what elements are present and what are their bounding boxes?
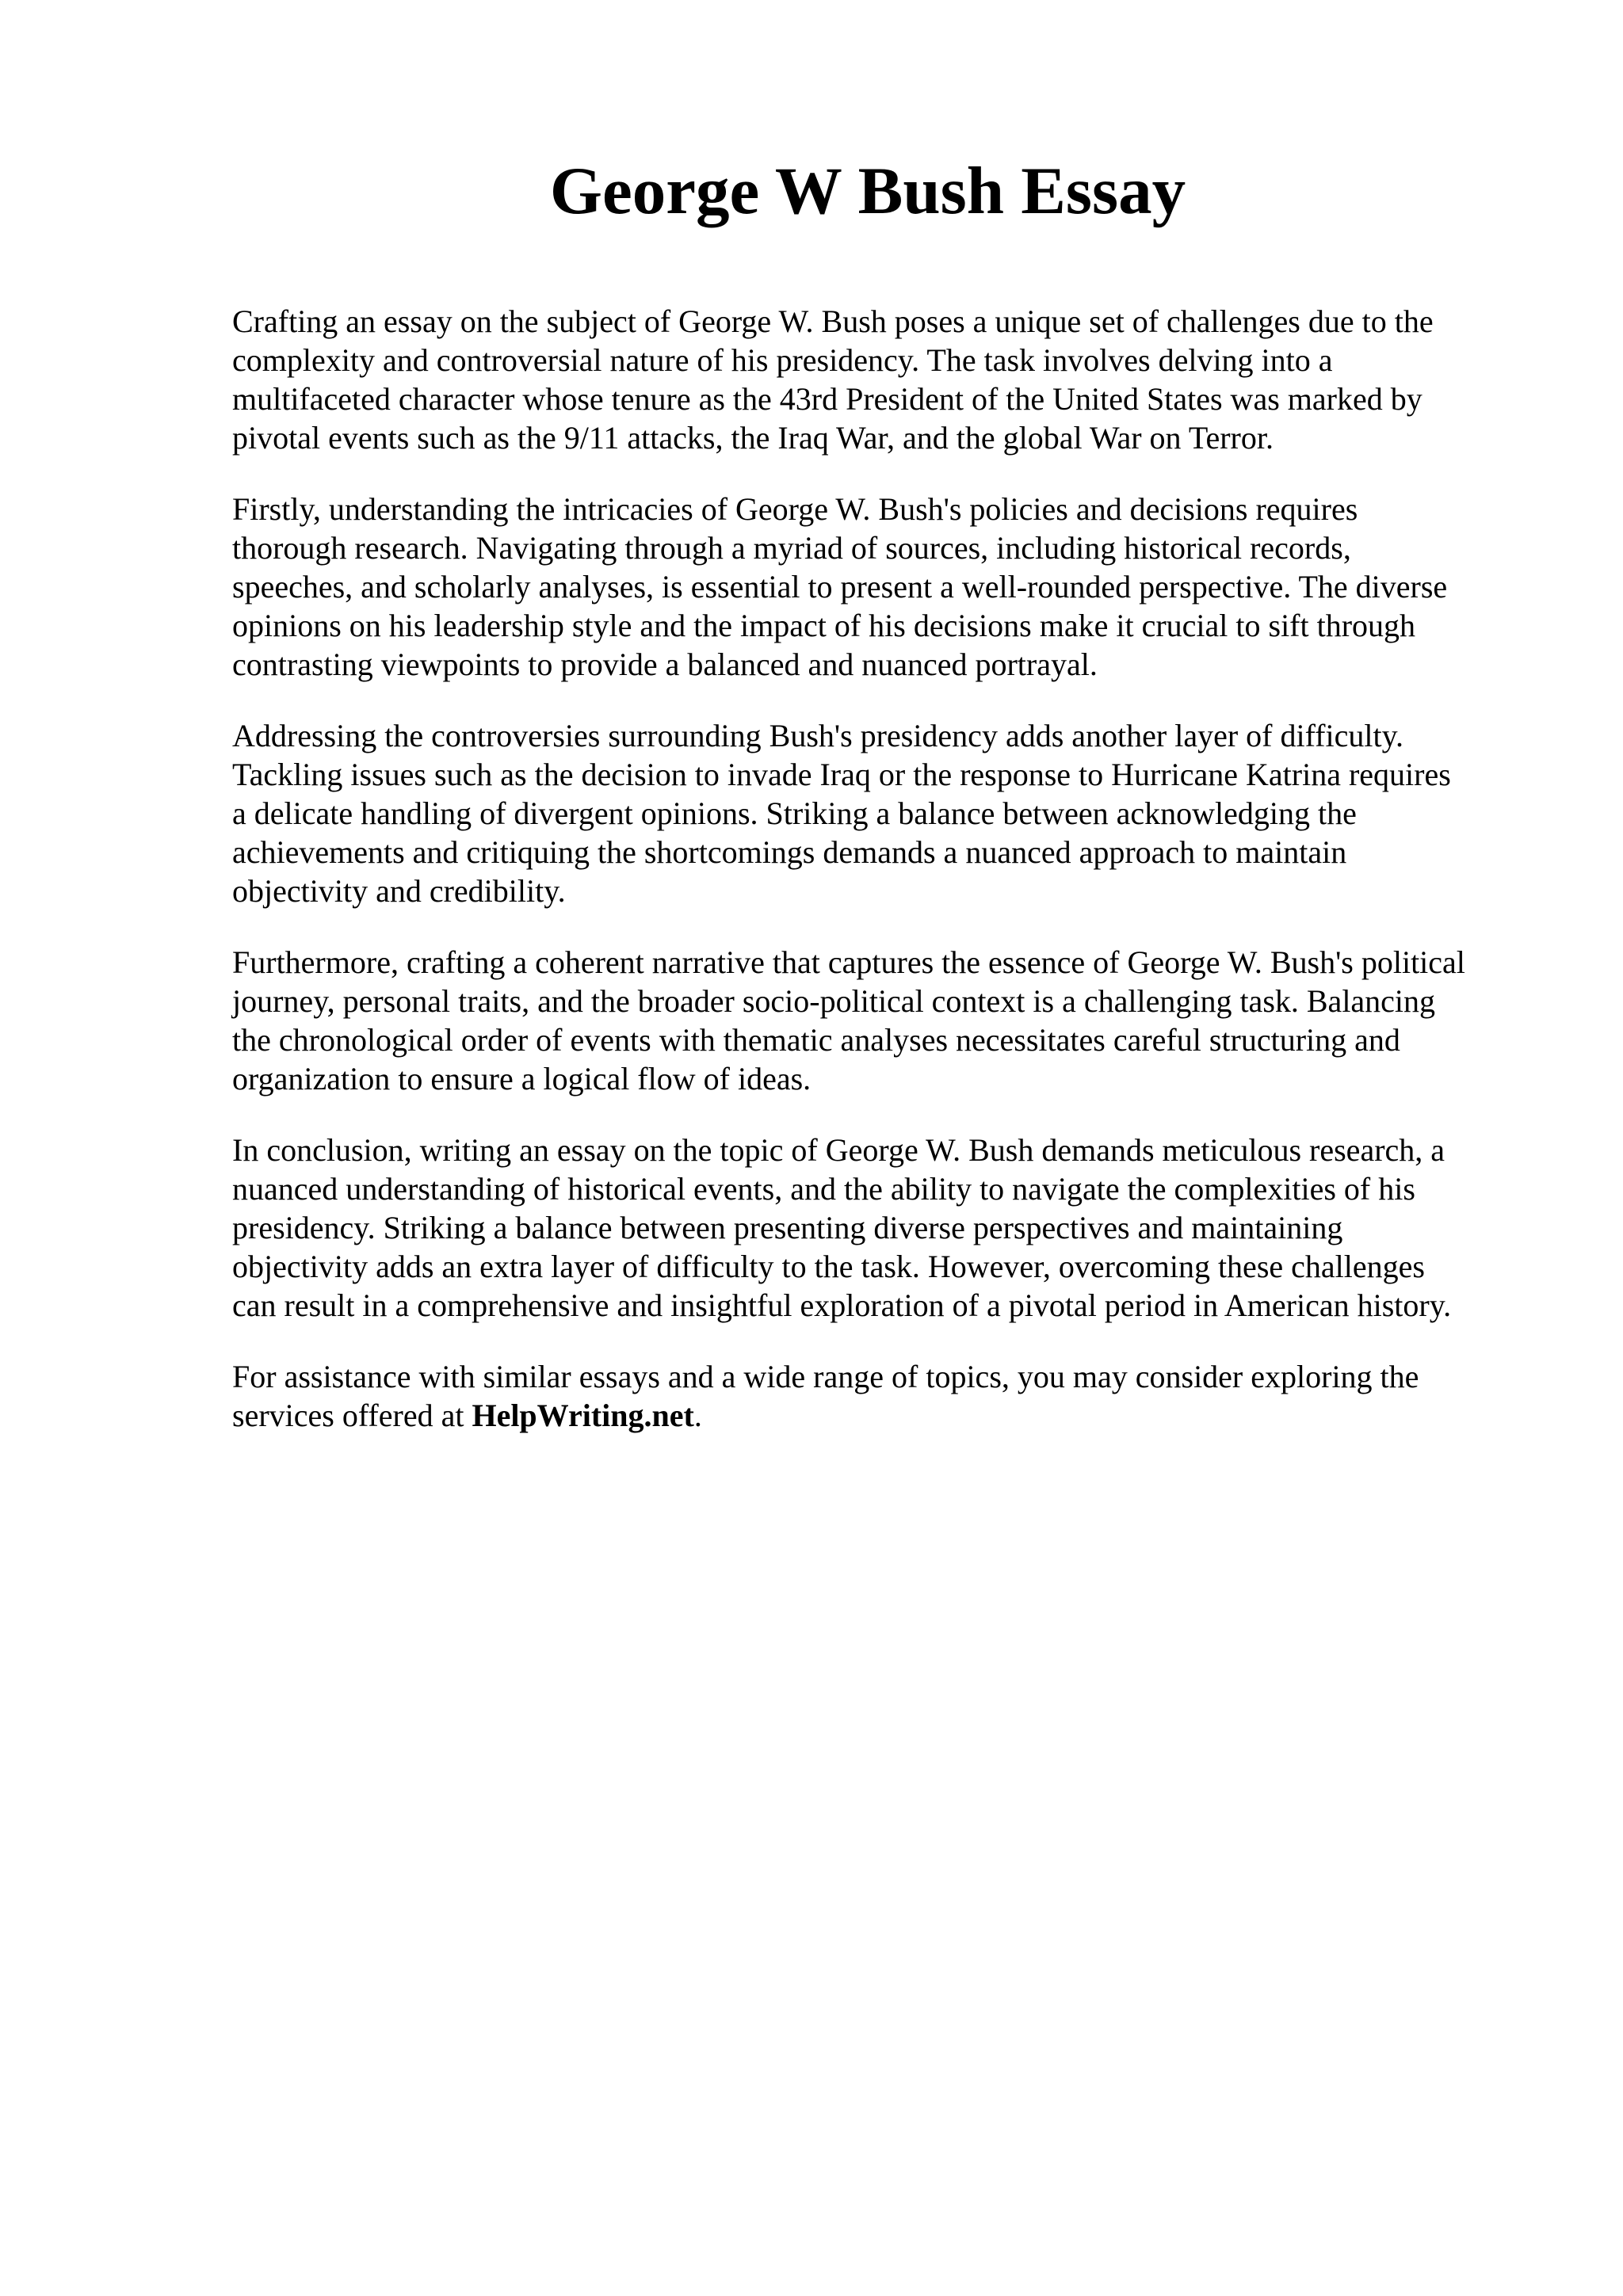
paragraph-line: journey, personal traits, and the broader socio-political context is a challenging task. Balancing [232, 983, 1436, 1019]
paragraph-line: opinions on his leadership style and the impact of his decisions make it crucial to sift through [232, 608, 1416, 643]
paragraph-line: contrasting viewpoints to provide a balanced and nuanced portrayal. [232, 646, 1098, 682]
paragraph-line: objectivity and credibility. [232, 873, 566, 909]
paragraph-research [232, 490, 1532, 684]
paragraph-closing [232, 1357, 1532, 1435]
paragraph-conclusion [232, 1131, 1532, 1325]
essay-body [232, 302, 1532, 1467]
paragraph-line: Crafting an essay on the subject of George W. Bush poses a unique set of challenges due to the [232, 303, 1434, 339]
paragraph-line: In conclusion, writing an essay on the topic of George W. Bush demands meticulous research, a [232, 1132, 1445, 1168]
paragraph-controversies [232, 716, 1532, 910]
closing-prefix: services offered at [232, 1398, 472, 1433]
paragraph-line: can result in a comprehensive and insightful exploration of a pivotal period in American history. [232, 1287, 1452, 1323]
paragraph-line: speeches, and scholarly analyses, is essential to present a well-rounded perspective. The diverse [232, 569, 1448, 605]
paragraph-line: achievements and critiquing the shortcomings demands a nuanced approach to maintain [232, 834, 1347, 870]
paragraph-line: Furthermore, crafting a coherent narrative that captures the essence of George W. Bush's political [232, 944, 1465, 980]
paragraph-line: Tackling issues such as the decision to invade Iraq or the response to Hurricane Katrina requires [232, 757, 1451, 792]
paragraph-intro [232, 302, 1532, 457]
paragraph-line: organization to ensure a logical flow of ideas. [232, 1061, 812, 1097]
paragraph-line: multifaceted character whose tenure as the 43rd President of the United States was marked by [232, 381, 1423, 417]
paragraph-line: objectivity adds an extra layer of difficulty to the task. However, overcoming these challenges [232, 1249, 1425, 1284]
paragraph-line: Addressing the controversies surrounding Bush's presidency adds another layer of difficulty. [232, 718, 1403, 753]
paragraph-line: thorough research. Navigating through a myriad of sources, including historical records, [232, 530, 1351, 566]
paragraph-line: complexity and controversial nature of his presidency. The task involves delving into a [232, 342, 1333, 378]
closing-suffix: . [693, 1398, 702, 1433]
paragraph-line-with-link [232, 1396, 1532, 1435]
paragraph-line: For assistance with similar essays and a wide range of topics, you may consider exploring the [232, 1359, 1419, 1394]
paragraph-line: pivotal events such as the 9/11 attacks, the Iraq War, and the global War on Terror. [232, 420, 1274, 456]
paragraph-line: Firstly, understanding the intricacies of George W. Bush's policies and decisions requires [232, 491, 1358, 527]
essay-title: George W Bush Essay [549, 154, 1186, 228]
paragraph-line: presidency. Striking a balance between presenting diverse perspectives and maintaining [232, 1210, 1343, 1245]
paragraph-line: the chronological order of events with thematic analyses necessitates careful structuring and [232, 1022, 1400, 1058]
paragraph-line: a delicate handling of divergent opinions. Striking a balance between acknowledging the [232, 795, 1357, 831]
paragraph-line: nuanced understanding of historical events, and the ability to navigate the complexities of his [232, 1171, 1415, 1207]
helpwriting-link[interactable]: HelpWriting.net [472, 1398, 694, 1433]
paragraph-narrative [232, 943, 1532, 1098]
